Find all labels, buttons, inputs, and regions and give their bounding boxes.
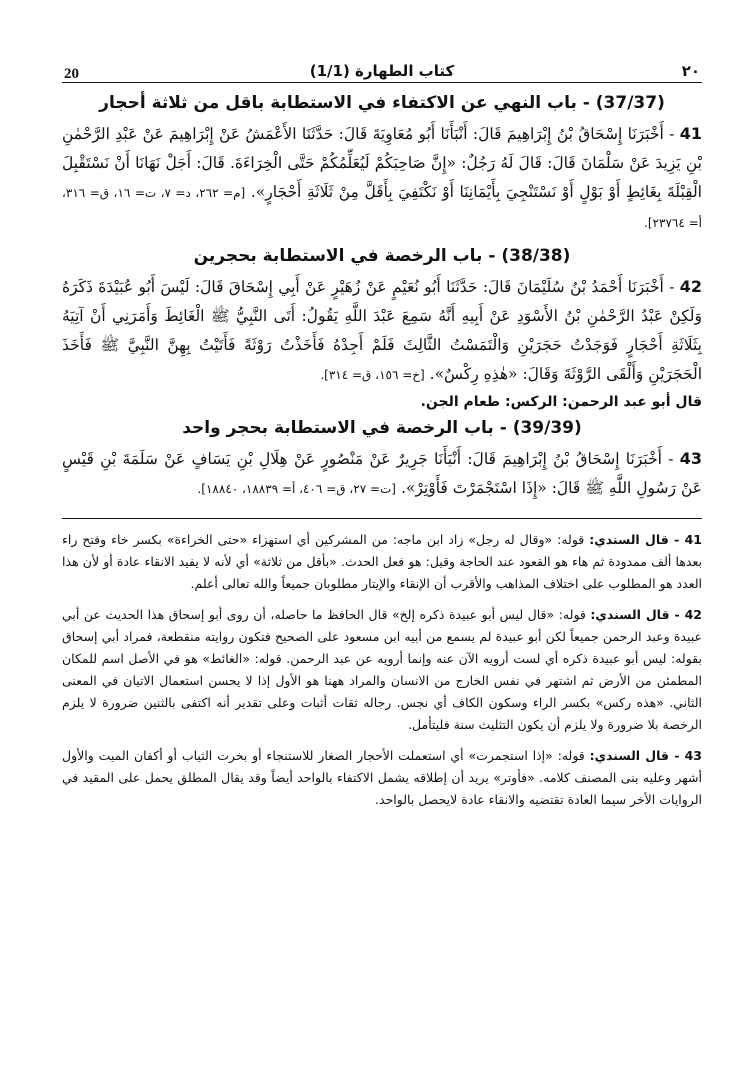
section-37 [62,93,702,238]
main-text [62,93,702,811]
chapter-heading: (37/37) - باب النهي عن الاكتفاء في الاستطابة باقل من ثلاثة أحجار [99,93,665,113]
footnote [62,529,702,595]
hadith-references: [م= ٢٦٢، د= ٧، ت= ١٦، ق= ٣١٦، أ= ٢٣٧٦٤]. [62,186,702,230]
chapter-heading: (39/39) - باب الرخصة في الاستطابة بحجر واحد [182,418,582,438]
footnote-label: 41 - قال السندي: [589,532,702,547]
hadith-body: - أَخْبَرَنَا إِسْحَاقُ بْنُ إِبْرَاهِيمَ قَالَ: أَنْبَأَنَا أَبُو مُعَاوِيَةَ قَالَ: حَدَّثَنَا الأَعْمَشُ عَنْ إِبْرَاهِيمَ عَنْ عَبْدِ الرَّحْمٰنِ بْنِ يَزِيدَ عَنْ سَلْمَانَ قَالَ: قَالَ لَهُ رَجُلٌ: «إِنَّ صَاحِبَكُمْ لَيُعَلِّمُكُمْ حَتَّى الْخِرَاءَةَ. قَالَ: أَجَلْ نَهَانَا أَنْ نَسْتَقْبِلَ الْقِبْلَةَ بِغَائِطٍ أَوْ بَوْلٍ أَوْ نَسْتَنْجِيَ بِأَيْمَانِنَا أَوْ نَكْتَفِيَ بِأَقَلَّ مِنْ ثَلَاثَةِ أَحْجَارٍ». [62,125,702,201]
footnote [62,745,702,811]
footnote-body: قوله: «وقال له رجل» زاد ابن ماجه: من المشركين أي استهزاء «حتى الخراءة» بكسر خاء وفتح راء بعدها ألف ممدودة ثم هاء هو القعود عند الحاجة وقيل: هو فعل الحدث. «بأقل من ثلاثة» أي لأنه لا يفيد الانقاء عادة أو لأن هذا العدد هو المطلوب على اختلاف المذاهب والأقرب أن الإنقاء والإيتار مطلوبان جميعاً والله تعالى أعلم. [62,532,702,591]
hadith-text [62,119,702,238]
page-number-latin: 20 [64,66,79,82]
footnote-body: قوله: «قال ليس أبو عبيدة ذكره إلخ» قال الحافظ ما حاصله، أن روى أبو إسحاق هذا الحديث عن أبي عبيدة وعبد الرحمن جميعاً لكن أبو عبيدة لم يسمع من أبيه ابن مسعود على الصحيح فتكون روايته منقطعة، فمراد أبي إسحاق بقوله: ليس أبو عبيدة ذكره أي لست أرويه الآن عنه وإنما أرويه عن عبد الرحمن. قوله: «الغائط» هو في الأصل اسم للمكان المطمئن من الأرض ثم اشتهر في نفس الخارج من الانسان والمراد ههنا هو الأول إذا لا يحسن استعمال الاتيان في المعنى الثاني. «هذه ركس» بكسر الراء وسكون الكاف أي نجس. رجاله ثقات أثبات وعلى تقدير أنه اكتفى بالثنين ضرورة لا يلزم الرخصة بلا ضرورة ولا يلزم أن يكون التثليث سنة فليتأمل. [62,607,702,732]
footnote-divider [62,518,702,519]
footnote-body: قوله: «إذا استجمرت» أي استعملت الأحجار الصغار للاستنجاء أو بخرت الثياب أو أكفان الميت والأول أشهر وعليه بنى المصنف كلامه. «فأوتر» يريد أن إطلاقه يشمل الاكتفاء بالواحد أيضاً وقد يقال المطلق يحمل على المقيد في الروايات الأخر سيما العادة تقتضيه والانقاء عادة لايحصل بالواحد. [62,748,702,807]
page-header [62,48,702,83]
hadith-references: [خ= ١٥٦، ق= ٣١٤]. [320,368,425,382]
footnote-label: 43 - قال السندي: [589,748,702,763]
hadith-number: 42 [679,277,702,296]
hadith-references: [ت= ٢٧، ق= ٤٠٦، أ= ١٨٨٣٩، ١٨٨٤٠]. [197,482,396,496]
hadith-number: 43 [679,449,702,468]
hadith-number: 41 [679,124,702,143]
section-39 [62,418,702,504]
footnote-label: 42 - قال السندي: [590,607,702,622]
author-note: قال أبو عبد الرحمن: الركس: طعام الجن. [420,394,702,410]
section-38 [62,246,702,410]
chapter-heading: (38/38) - باب الرخصة في الاستطابة بحجرين [193,246,571,266]
book-page [62,48,702,820]
hadith-text [62,272,702,390]
hadith-body: - أَخْبَرَنَا إِسْحَاقُ بْنُ إِبْرَاهِيمَ قَالَ: أَنْبَأَنَا جَرِيرٌ عَنْ مَنْصُورٍ عَنْ هِلَالِ بْنِ يَسَافٍ عَنْ سَلَمَةَ بْنِ قَيْسٍ عَنْ رَسُولِ اللَّهِ ﷺ قَالَ: «إِذَا اسْتَجْمَرْتَ فَأَوْتِرْ». [62,450,702,497]
running-title: (1/1) كتاب الطهارة [309,62,455,80]
footnote [62,604,702,736]
hadith-text [62,444,702,504]
hadith-body: - أَخْبَرَنَا أَحْمَدُ بْنُ سُلَيْمَانَ قَالَ: حَدَّثَنَا أَبُو نُعَيْمٍ عَنْ زُهَيْرٍ عَنْ أَبِي إِسْحَاقَ قَالَ: لَيْسَ أَبُو عُبَيْدَةَ ذَكَرَهُ وَلَكِنْ عَبْدُ الرَّحْمٰنِ بْنُ الأَسْوَدِ عَنْ أَبِيهِ أَنَّهُ سَمِعَ عَبْدَ اللَّهِ يَقُولُ: أَتَى النَّبِيُّ ﷺ الْغَائِطَ وَأَمَرَنِي أَنْ آتِيَهُ بِثَلَاثَةِ أَحْجَارٍ فَوَجَدْتُ حَجَرَيْنِ وَالْتَمَسْتُ الثَّالِثَ فَلَمْ أَجِدْهُ فَأَخَذْتُ رَوْثَةً فَأَتَيْتُ بِهِنَّ النَّبِيَّ ﷺ فَأَخَذَ الْحَجَرَيْنِ وَأَلْقَى الرَّوْثَةَ وَقَالَ: «هٰذِهِ رِكْسٌ». [62,278,702,383]
page-number-arabic: ٢٠ [681,62,700,80]
